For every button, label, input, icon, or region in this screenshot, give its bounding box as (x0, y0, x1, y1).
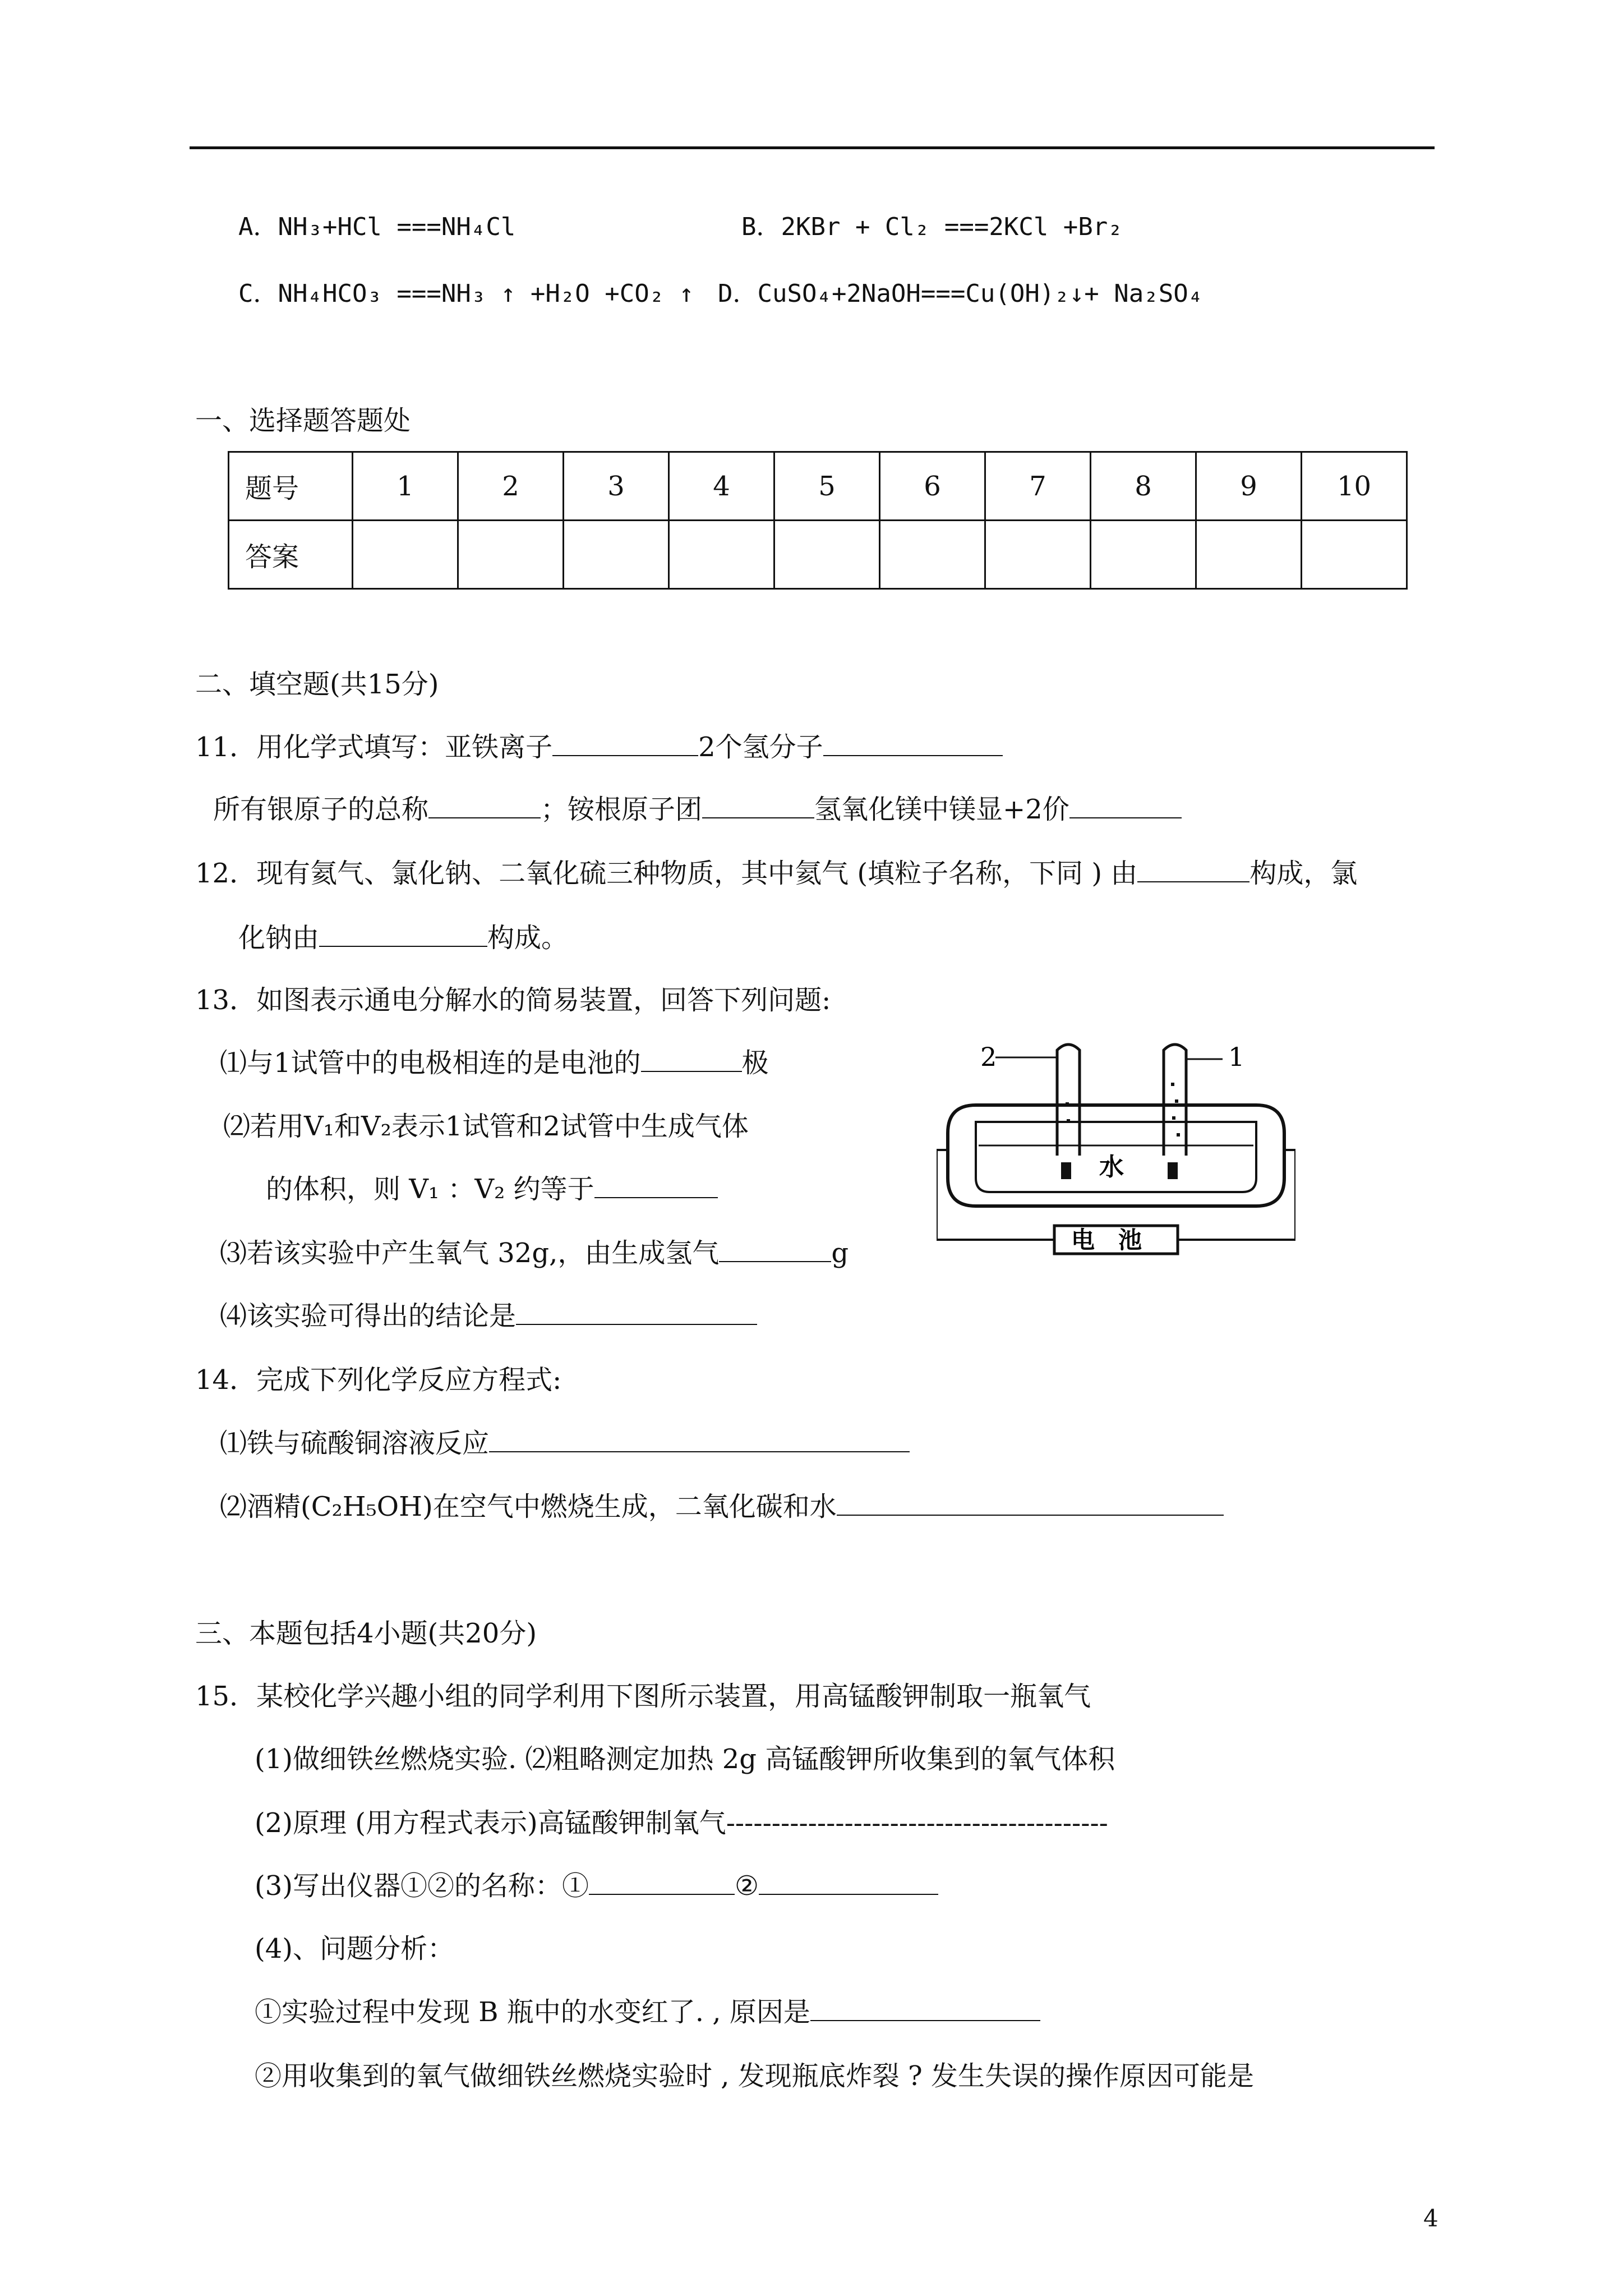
answer-blank[interactable] (702, 793, 814, 818)
q13-item3-text: ⑶若该实验中产生氧气 32g,，由生成氢气 (220, 1237, 720, 1269)
q15-title: 15．某校化学兴趣小组的同学利用下图所示装置，用高锰酸钾制取一瓶氧气 (195, 1681, 1091, 1712)
q13-item3 (220, 1236, 849, 1270)
q15-item3-text-b: ② (735, 1870, 759, 1902)
table-row (229, 452, 1407, 521)
table-row (229, 521, 1407, 589)
answer-cell[interactable] (774, 521, 880, 589)
battery-label: 电 池 (1071, 1226, 1142, 1254)
answer-cell[interactable] (458, 521, 564, 589)
q11-text-a: 11．用化学式填写：亚铁离子 (195, 731, 553, 763)
table-cell: 10 (1302, 452, 1407, 521)
q13-item1-end: 极 (741, 1047, 769, 1079)
row-header-answer: 答案 (229, 521, 353, 589)
header-rule (190, 146, 1435, 149)
answer-blank[interactable] (516, 1299, 757, 1325)
q11-text-b: 2个氢分子 (698, 731, 823, 763)
q13-item2b (266, 1172, 718, 1206)
q13-item2a: ⑵若用V₁和V₂表示1试管和2试管中生成气体 (223, 1111, 749, 1142)
answer-blank[interactable] (489, 1427, 910, 1452)
q15-item4: (4)、问题分析： (255, 1933, 454, 1964)
q15-item2: (2)原理 (用方程式表示)高锰酸钾制氧气------------------------------------------ (255, 1807, 1108, 1839)
answer-blank[interactable] (1137, 857, 1249, 882)
table-cell: 4 (669, 452, 774, 521)
q15-item4-1 (255, 1995, 1040, 2029)
q11-text-e: 氢氧化镁中镁显+2价 (814, 794, 1069, 825)
answer-table (228, 451, 1408, 590)
table-cell: 3 (564, 452, 669, 521)
table-cell: 6 (880, 452, 985, 521)
option-a: A．NH₃+HCl ===NH₄Cl (238, 213, 516, 241)
q11-line2 (213, 793, 1182, 826)
q14-title: 14．完成下列化学反应方程式: (195, 1364, 562, 1396)
q14-item2 (220, 1490, 1224, 1524)
q12-text-c: 化钠由 (238, 922, 320, 954)
q12-text-d: 构成。 (487, 922, 569, 954)
option-d: D．CuSO₄+2NaOH===Cu(OH)₂↓+ Na₂SO₄ (718, 279, 1204, 308)
q13-item1 (220, 1046, 769, 1080)
water-label: 水 (1099, 1153, 1124, 1181)
q11-line1 (195, 730, 1003, 764)
answer-blank[interactable] (759, 1869, 938, 1895)
answer-blank[interactable] (719, 1236, 831, 1262)
q15-item4-1-text: ①实验过程中发现 B 瓶中的水变红了. , 原因是 (255, 1996, 810, 2028)
page-number: 4 (1423, 2205, 1438, 2232)
answer-cell[interactable] (1196, 521, 1302, 589)
q12-text-a: 12．现有氦气、氯化钠、二氧化硫三种物质，其中氦气 (填粒子名称，下同 ) 由 (195, 858, 1138, 889)
table-cell: 2 (458, 452, 564, 521)
electrolysis-apparatus-figure (937, 1015, 1295, 1268)
answer-blank[interactable] (319, 921, 487, 947)
q12-line2 (238, 921, 568, 955)
table-cell: 9 (1196, 452, 1302, 521)
answer-blank[interactable] (823, 730, 1003, 756)
answer-blank[interactable] (837, 1490, 1224, 1516)
q13-item2b-text: 的体积，则 V₁ ：V₂ 约等于 (266, 1174, 594, 1205)
option-b: B．2KBr + Cl₂ ===2KCl +Br₂ (741, 213, 1123, 241)
answer-cell[interactable] (985, 521, 1091, 589)
q13-item4 (220, 1299, 757, 1333)
section1-title: 一、选择题答题处 (195, 405, 411, 436)
q13-title: 13．如图表示通电分解水的简易装置，回答下列问题: (195, 984, 831, 1016)
answer-cell[interactable] (1091, 521, 1196, 589)
answer-blank[interactable] (552, 730, 698, 756)
answer-blank[interactable] (641, 1046, 742, 1072)
table-cell: 1 (353, 452, 458, 521)
section2-title: 二、填空题(共15分) (195, 669, 439, 700)
section3-title: 三、本题包括4小题(共20分) (195, 1618, 537, 1649)
q13-item3-end: g (831, 1237, 849, 1269)
table-cell: 8 (1091, 452, 1196, 521)
answer-cell[interactable] (353, 521, 458, 589)
row-header-number: 题号 (229, 452, 353, 521)
answer-blank[interactable] (1069, 793, 1182, 818)
q14-item1-text: ⑴铁与硫酸铜溶液反应 (220, 1428, 490, 1459)
answer-cell[interactable] (564, 521, 669, 589)
q15-item3-text: (3)写出仪器①②的名称：① (255, 1870, 589, 1902)
tube-label-1: 1 (1228, 1042, 1245, 1072)
answer-cell[interactable] (880, 521, 985, 589)
q13-item4-text: ⑷该实验可得出的结论是 (220, 1300, 517, 1332)
q12-text-b: 构成，氯 (1249, 858, 1358, 889)
q14-item1 (220, 1427, 910, 1460)
q14-item2-text: ⑵酒精(C₂H₅OH)在空气中燃烧生成，二氧化碳和水 (220, 1491, 837, 1522)
q11-text-d: ；铵根原子团 (541, 794, 703, 825)
answer-blank[interactable] (810, 1995, 1040, 2021)
answer-cell[interactable] (669, 521, 774, 589)
q13-item1-text: ⑴与1试管中的电极相连的是电池的 (220, 1047, 641, 1079)
answer-cell[interactable] (1302, 521, 1407, 589)
answer-blank[interactable] (594, 1172, 718, 1198)
q15-item4-2: ②用收集到的氧气做细铁丝燃烧实验时 , 发现瓶底炸裂 ? 发生失误的操作原因可能是 (255, 2060, 1255, 2092)
table-cell: 7 (985, 452, 1091, 521)
q15-item3 (255, 1869, 938, 1903)
tube-label-2: 2 (980, 1042, 997, 1072)
answer-blank[interactable] (428, 793, 541, 818)
q15-item1: (1)做细铁丝燃烧实验. ⑵粗略测定加热 2g 高锰酸钾所收集到的氧气体积 (255, 1743, 1115, 1775)
option-c: C．NH₄HCO₃ ===NH₃ ↑ +H₂O +CO₂ ↑ (238, 279, 694, 308)
table-cell: 5 (774, 452, 880, 521)
q11-text-c: 所有银原子的总称 (213, 794, 429, 825)
q12-line1 (195, 857, 1357, 890)
answer-blank[interactable] (589, 1869, 735, 1895)
